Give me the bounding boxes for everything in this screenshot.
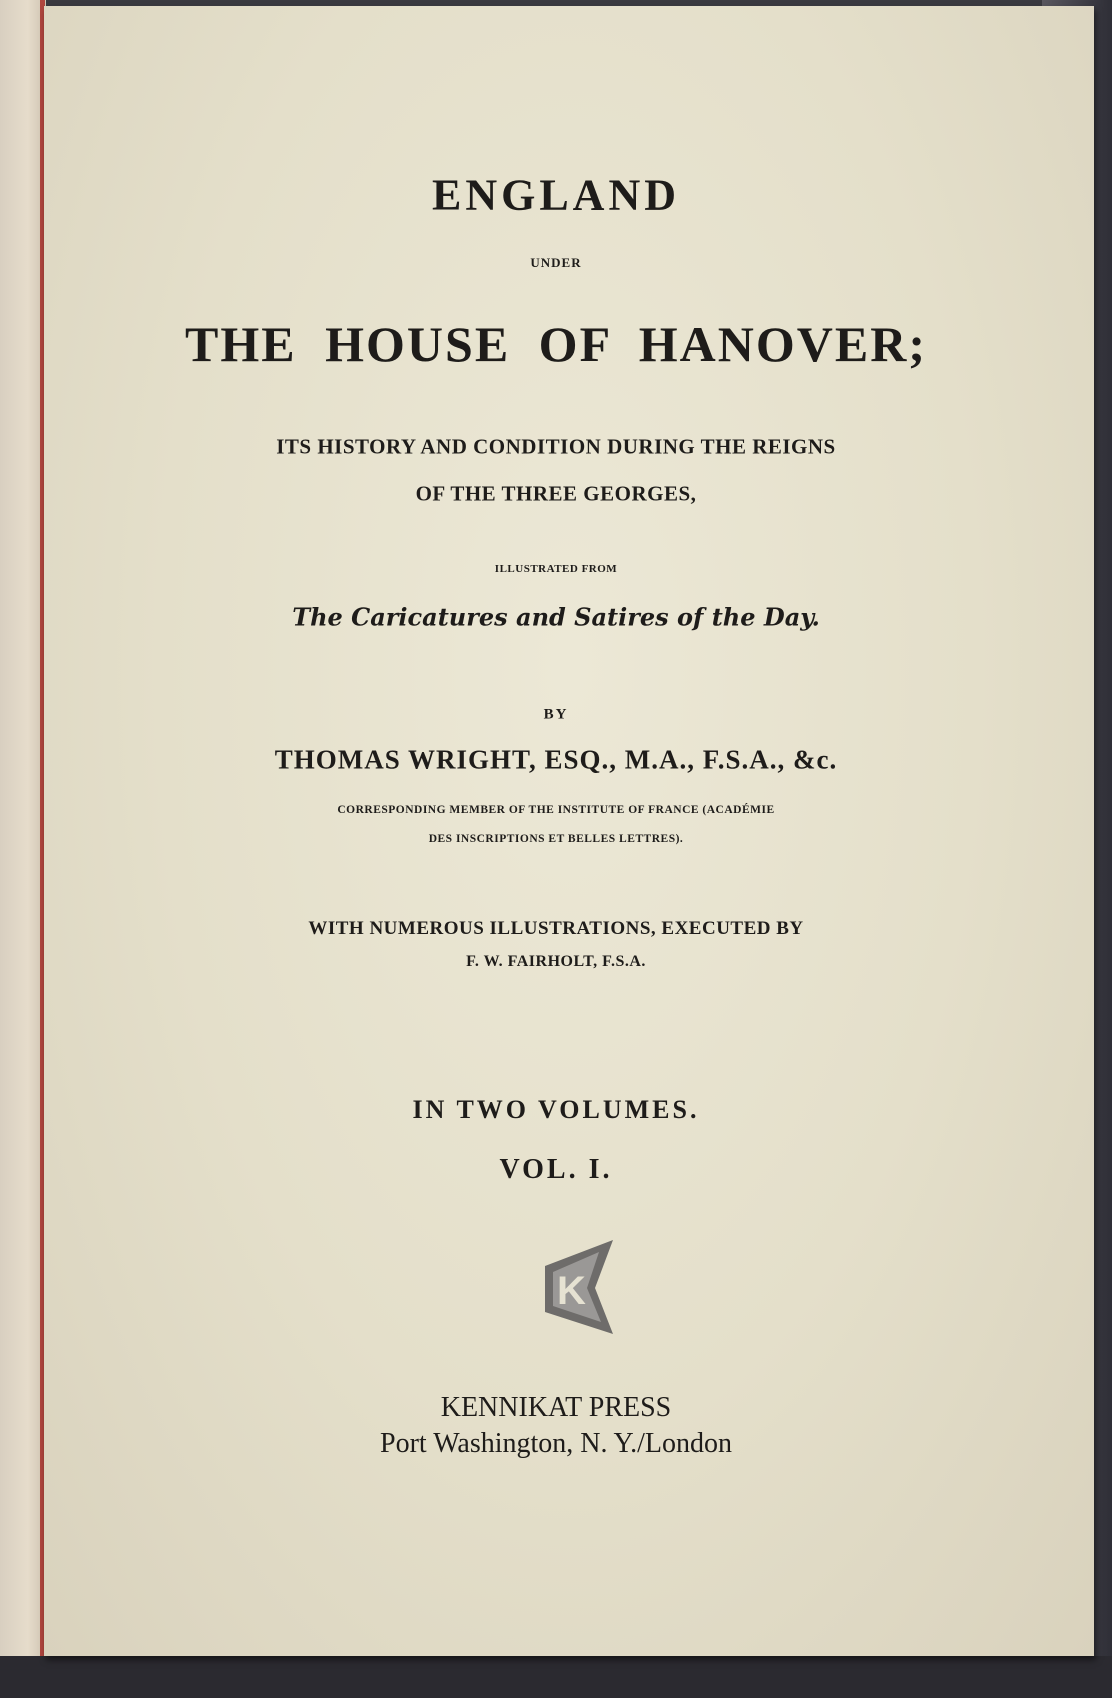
background-surface <box>0 1656 1112 1698</box>
title: ENGLAND <box>431 170 681 220</box>
volumes-text: IN TWO VOLUMES. <box>412 1095 700 1124</box>
publisher-place: Port Washington, N. Y./London <box>380 1428 732 1459</box>
under-text: UNDER <box>530 255 582 270</box>
subtitle-line-2: OF THE THREE GEORGES, <box>415 481 697 506</box>
author-note-line-1: CORRESPONDING MEMBER OF THE INSTITUTE OF FRANCE (ACADÉMIE <box>337 804 775 816</box>
kennikat-logo-icon <box>543 1238 617 1336</box>
subtitle-line-1: ITS HISTORY AND CONDITION DURING THE REIGNS <box>276 434 836 459</box>
main-title: THE HOUSE OF HANOVER; <box>185 316 927 372</box>
author: THOMAS WRIGHT, ESQ., M.A., F.S.A., &c. <box>274 744 838 775</box>
volume-number: VOL. I. <box>499 1154 613 1185</box>
illustrated-from: ILLUSTRATED FROM <box>494 563 618 575</box>
publisher: KENNIKAT PRESS <box>440 1392 672 1423</box>
author-note-line-2: DES INSCRIPTIONS ET BELLES LETTRES). <box>428 833 684 845</box>
illustrations-line-1: WITH NUMEROUS ILLUSTRATIONS, EXECUTED BY <box>308 918 804 939</box>
svg-text:K: K <box>557 1269 586 1313</box>
by-text: BY <box>543 706 569 723</box>
blackletter-line: The Caricatures and Satires of the Day. <box>292 602 820 632</box>
illustrations-line-2: F. W. FAIRHOLT, F.S.A. <box>466 953 646 970</box>
